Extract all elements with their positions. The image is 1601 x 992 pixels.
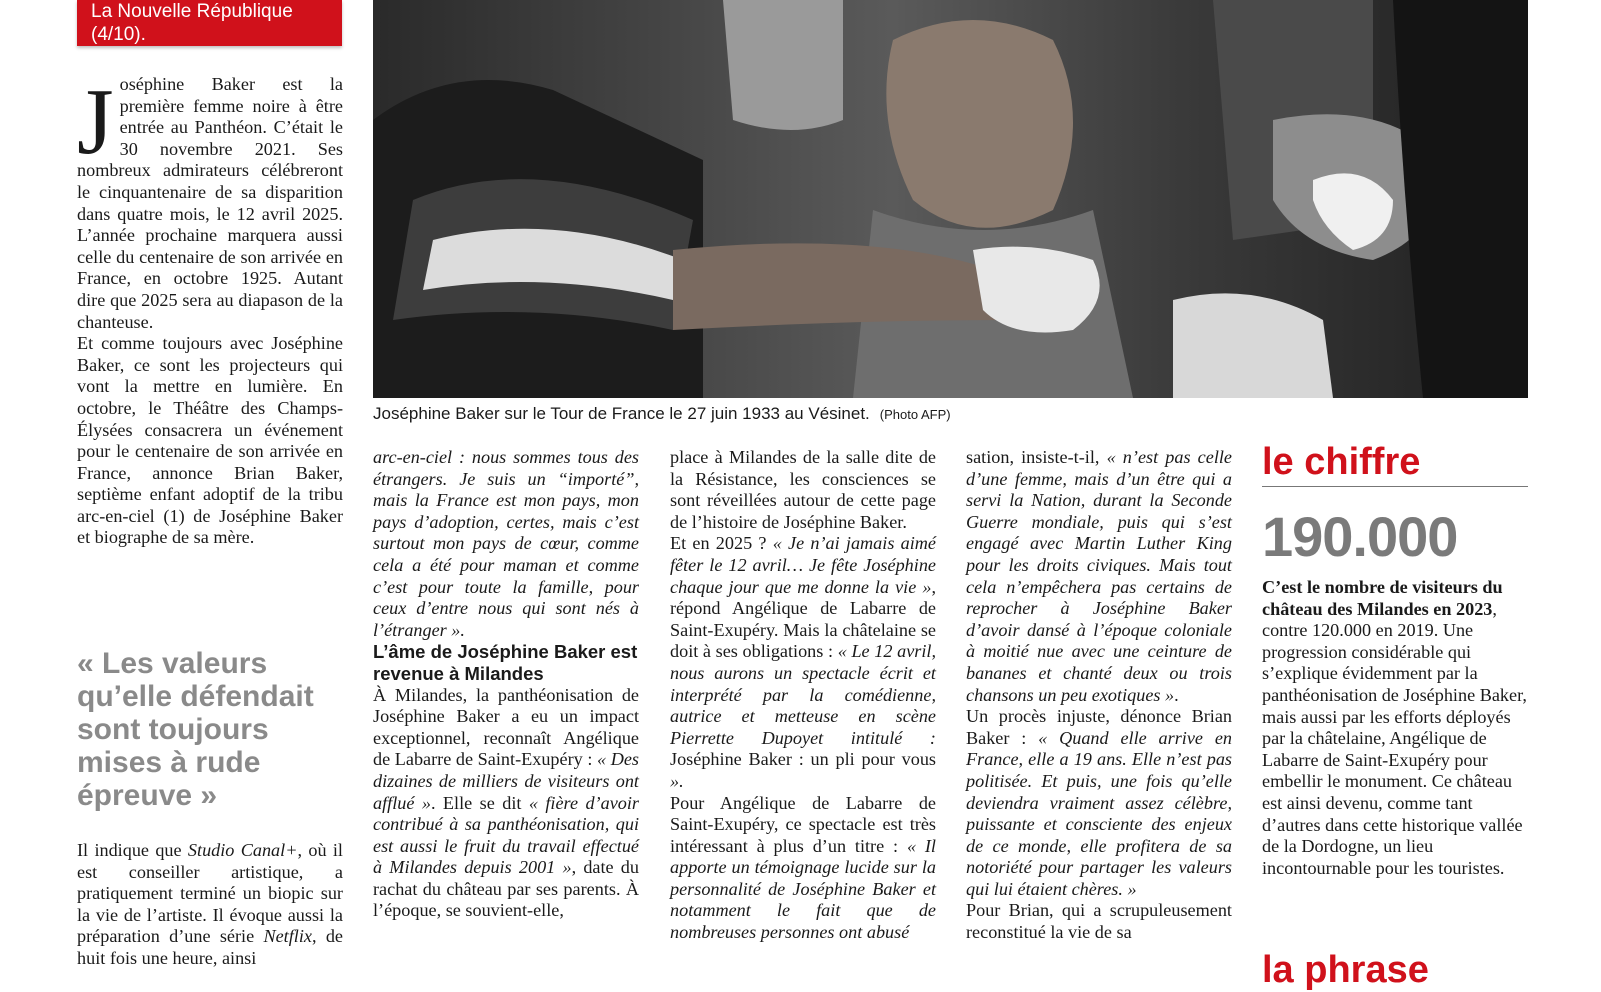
- kicker-la-phrase: la phrase: [1262, 949, 1429, 991]
- subhead: L’âme de Joséphine Baker est revenue à Milandes: [373, 641, 638, 684]
- photo-caption: Joséphine Baker sur le Tour de France le 27 juin 1933 au Vésinet.: [373, 404, 870, 423]
- series-tag-box: [77, 0, 342, 46]
- sidebar-le-chiffre: le chiffre 190.000 C’est le nombre de visiteurs du château des Milandes en 2023, contre 120.000 en 2019. Une progression considérable qui s’explique évidemment par la panthéonisation de Joséphine Baker, mais aussi par les efforts déployés par la châtelaine, Angélique de Labarre de Saint-Exupéry pour embellir le monument. Ce château est ainsi devenu, comme tant d’autres dans cette historique vallée de la Dordogne, un lieu incontournable pour les touristes.: [1262, 441, 1527, 878]
- pull-quote: « Les valeurs qu’elle défendait sont toujours mises à rude épreuve »: [77, 647, 314, 812]
- sidebar-bold-lead: C’est le nombre de visiteurs du château des Milandes en 2023: [1262, 577, 1503, 619]
- lead-paragraph-2: Et comme toujours avec Joséphine Baker, ce sont les projecteurs qui vont la mettre en lumière. En octobre, le Théâtre des Champs-Élysées consacrera un événement pour le centenaire de son arrivée en France, annonce Brian Baker, septième enfant adoptif de la tribu arc-en-ciel (1) de Joséphine Baker et biographe de sa mère.: [77, 333, 343, 548]
- big-number: 190.000: [1262, 505, 1458, 568]
- lead-paragraph-1: Joséphine Baker est la première femme noire à être entrée au Panthéon. C’était le 30 novembre 2021. Ses nombreux admirateurs célébreront le cinquantenaire de sa disparition dans quatre mois, le 12 avril 2025. L’année prochaine marquera aussi celle du centenaire de son arrivée en France, en octobre 1925. Autant dire que 2025 sera au diapason de la chanteuse.: [77, 70, 343, 332]
- lead-column: [77, 70, 343, 549]
- column-2: arc-en-ciel : nous sommes tous des étrangers. Je suis un “importé”, mais la France est mon pays, mon pays d’adoption, certes, mais c’est surtout mon pays de cœur, comme cela a été pour maman et comme c’est pour toute la famille, pour ceux d’entre nous qui sont nés à l’étranger ». L’âme de Joséphine Baker est revenue à Milandes À Milandes, la panthéonisation de Joséphine Baker a eu un impact exceptionnel, reconnaît Angélique de Labarre de Saint-Exupéry : « Des dizaines de milliers de visiteurs ont afflué ». Elle se dit « fière d’avoir contribué à sa panthéonisation, qui est aussi le fruit du travail effectué à Milandes depuis 2001 », date du rachat du château par ses parents. À l’époque, se souvient-elle,: [373, 447, 640, 921]
- photo-image: [373, 0, 1528, 398]
- column-4: sation, insiste-t-il, « n’est pas celle d’une femme, mais d’un être qui a servi la Nation, durant la Seconde Guerre mondiale, puis qui s’est engagé avec Martin Luther King pour les droits civiques. Mais tout cela n’empêchera pas certains de reprocher à Joséphine Baker d’avoir dansé à l’époque coloniale à moitié nue avec une ceinture de bananes et chanté deux ou trois chansons un peu exotiques ». Un procès injuste, dénonce Brian Baker : « Quand elle arrive en France, elle a 19 ans. Elle n’est pas politisée. Et puis, une fois qu’elle deviendra vraiment assez célèbre, puissante et consciente des enjeux de ce monde, elle profitera de sa notoriété pour partager les valeurs qui lui étaient chères. » Pour Brian, qui a scrupuleusement reconstitué la vie de sa: [966, 447, 1233, 943]
- photo-credit: (Photo AFP): [879, 407, 951, 422]
- drop-cap: J: [77, 70, 114, 174]
- photo-caption-line: [373, 403, 1528, 426]
- series-tag: La Nouvelle République (4/10).: [91, 1, 293, 45]
- kicker-le-chiffre: le chiffre: [1262, 440, 1528, 487]
- article-photo: [373, 0, 1528, 398]
- column-1-continued: Il indique que Studio Canal+, où il est conseiller artistique, a pratiquement terminé un biopic sur la vie de l’artiste. Il évoque aussi la préparation d’une série Netflix, de huit fois une heure, ainsi: [77, 840, 343, 968]
- column-3: place à Milandes de la salle dite de la Résistance, les consciences se sont réveillées autour de cette page de l’histoire de Joséphine Baker. Et en 2025 ? « Je n’ai jamais aimé fêter le 12 avril… Je fête Joséphine chaque jour que me donne la vie », répond Angélique de Labarre de Saint-Exupéry. Mais la châtelaine se doit à ses obligations : « Le 12 avril, nous aurons un spectacle écrit et interprété par la comédienne, autrice et metteuse en scène Pierrette Dupoyet intitulé : Joséphine Baker : un pli pour vous ». Pour Angélique de Labarre de Saint-Exupéry, ce spectacle est très intéressant à plus d’un titre : « Il apporte un témoignage lucide sur la personnalité de Joséphine Baker et notamment le fait que de nombreuses personnes ont abusé: [670, 447, 936, 943]
